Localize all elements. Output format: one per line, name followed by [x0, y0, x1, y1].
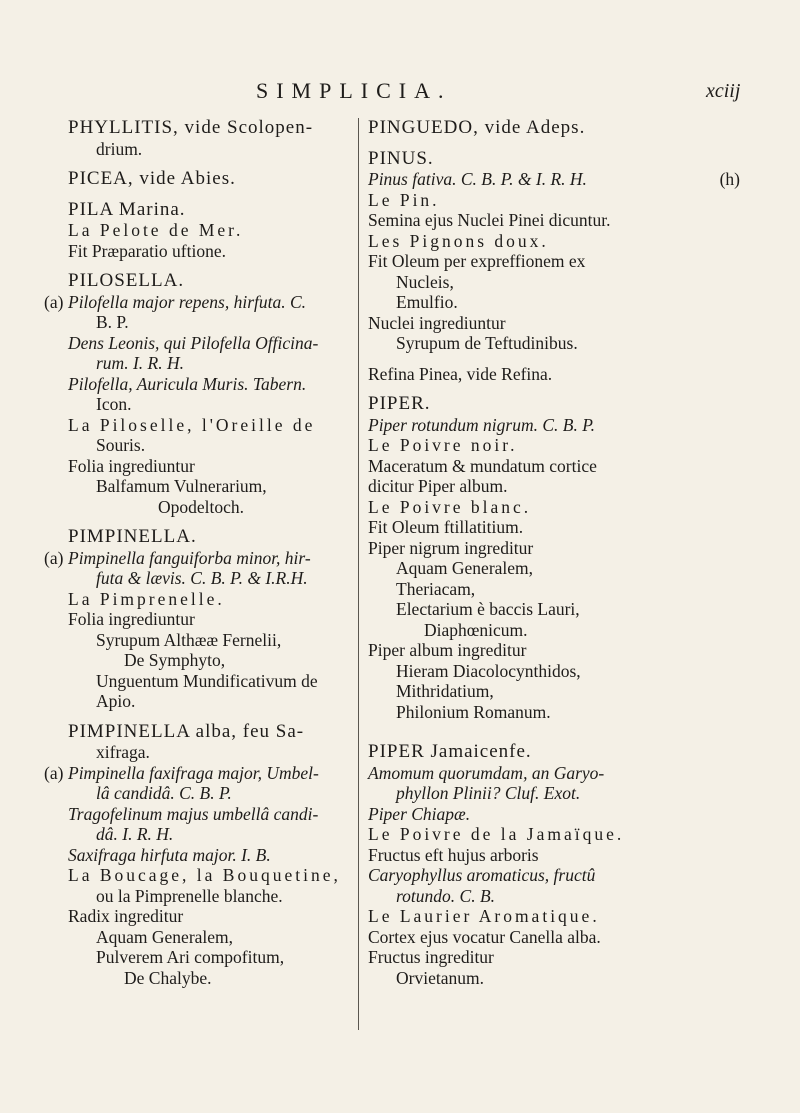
text-line [68, 241, 358, 262]
line-text: Apio. [96, 691, 136, 711]
margin-marker: (a) [44, 762, 64, 783]
line-text: Emulfio. [396, 292, 458, 312]
page-number: xciij [706, 80, 741, 102]
text-line [368, 681, 718, 702]
line-text: Le Pin. [368, 189, 440, 210]
text-line [68, 497, 358, 518]
text-line [368, 620, 718, 641]
text-line [68, 630, 358, 651]
line-text: Aquam Generalem, [96, 926, 234, 947]
line-text: Caryophyllus aromaticus, fructû [368, 865, 596, 885]
line-text: Piper Chiapæ. [368, 803, 471, 824]
line-text: Le Laurier Aromatique. [368, 906, 600, 926]
line-text: Dens Leonis, qui Pilofella Officina- [68, 332, 319, 353]
text-line [68, 589, 358, 610]
text-line [68, 968, 358, 989]
line-text: PINGUEDO, vide Adeps. [368, 117, 586, 138]
line-text: Diaphœnicum. [424, 619, 528, 640]
line-text: Orvietanum. [396, 967, 484, 988]
line-text: Piper album ingreditur [368, 640, 527, 660]
line-gap [368, 722, 718, 732]
line-text: Folia ingrediuntur [68, 455, 195, 476]
line-text: Radix ingreditur [68, 906, 184, 926]
line-text: Amomum quorumdam, an Garyo- [368, 762, 605, 783]
text-line [68, 947, 358, 968]
line-text: xifraga. [96, 742, 150, 762]
line-text: Pilofella major repens, hirfuta. C. [68, 291, 307, 312]
entry-heading [68, 169, 358, 190]
line-text: Hieram Diacolocynthidos, [396, 660, 581, 681]
column-rule [358, 118, 359, 1030]
line-text: Pimpinella faxifraga major, Umbel- [68, 762, 319, 783]
line-text: Mithridatium, [396, 681, 494, 701]
line-text: Le Poivre noir. [368, 435, 518, 455]
text-line [68, 435, 358, 456]
line-text: dâ. I. R. H. [96, 824, 174, 844]
text-line [368, 364, 718, 385]
text-line [368, 476, 718, 497]
line-text: Philonium Romanum. [396, 701, 551, 722]
line-text: Maceratum & mundatum cortice [368, 455, 597, 476]
right-column [368, 117, 740, 988]
text-line [68, 609, 358, 630]
text-line [368, 845, 718, 866]
entry-heading [68, 200, 358, 221]
text-line [368, 702, 718, 723]
line-text: Folia ingrediuntur [68, 609, 195, 629]
line-text: La Boucage, la Bouquetine, [68, 865, 341, 885]
line-text: Fit Oleum ftillatitium. [368, 517, 524, 537]
text-line [68, 374, 358, 395]
text-line [368, 906, 718, 927]
text-line [68, 312, 358, 333]
text-line [368, 538, 718, 559]
line-text: Aquam Generalem, [396, 558, 534, 578]
line-text: Syrupum Althææ Fernelii, [96, 629, 282, 650]
line-text: Souris. [96, 435, 146, 455]
text-line [368, 251, 718, 272]
line-text: De Chalybe. [124, 967, 212, 988]
line-text: PHYLLITIS, vide Scolopen- [68, 117, 314, 138]
text-line [68, 865, 358, 886]
text-line [368, 824, 718, 845]
line-text: lâ candidâ. C. B. P. [96, 783, 232, 803]
text-line [68, 333, 358, 354]
text-line [368, 292, 718, 313]
margin-marker: (a) [44, 291, 64, 312]
line-text: Semina ejus Nuclei Pinei dicuntur. [368, 210, 611, 230]
text-line [368, 272, 718, 293]
line-text: Le Poivre blanc. [368, 496, 532, 517]
text-line [68, 845, 358, 866]
text-line [368, 947, 718, 968]
text-line [68, 139, 358, 160]
line-text: ou la Pimprenelle blanche. [96, 885, 283, 906]
line-text: futa & lævis. C. B. P. & I.R.H. [96, 568, 308, 588]
line-text: PINUS. [368, 147, 434, 169]
text-line [68, 394, 358, 415]
text-line [368, 968, 718, 989]
line-text: Saxifraga hirfuta major. I. B. [68, 844, 271, 865]
entry-heading [368, 118, 718, 139]
entry-heading [68, 271, 358, 292]
entry-heading [68, 118, 358, 139]
text-line [68, 415, 358, 436]
line-text: Le Poivre de la Jamaïque. [368, 824, 625, 844]
line-text: PIMPINELLA. [68, 526, 197, 547]
line-text: Theriacam, [396, 578, 476, 599]
line-text: Fit Præparatio uftione. [68, 240, 226, 261]
line-text: La Pimprenelle. [68, 588, 225, 609]
text-line [368, 661, 718, 682]
text-line [368, 579, 718, 600]
text-line [368, 886, 718, 907]
text-line [68, 456, 358, 477]
text-line [68, 906, 358, 927]
text-line [368, 190, 718, 211]
line-text: Cortex ejus vocatur Canella alba. [368, 926, 601, 947]
line-text: Piper rotundum nigrum. C. B. P. [368, 414, 596, 435]
text-line [368, 763, 718, 784]
text-line [68, 568, 358, 589]
text-line [68, 476, 358, 497]
line-text: Unguentum Mundificativum de [96, 670, 318, 691]
line-text: Pilofella, Auricula Muris. Tabern. [68, 373, 307, 394]
line-text: Icon. [96, 394, 132, 414]
text-line [368, 435, 718, 456]
text-line [68, 353, 358, 374]
text-line [368, 804, 718, 825]
text-line [44, 547, 358, 569]
line-text: Pimpinella fanguiforba minor, hir- [68, 547, 311, 568]
line-text: drium. [96, 138, 143, 159]
line-text: PILA Marina. [68, 198, 186, 220]
text-line [68, 650, 358, 671]
text-line [68, 927, 358, 948]
text-line [368, 599, 718, 620]
entry-heading [68, 527, 358, 548]
text-line [68, 783, 358, 804]
line-text: dicitur Piper album. [368, 476, 508, 496]
line-text: Fructus ingreditur [368, 947, 494, 967]
text-line [368, 333, 718, 354]
left-column [44, 117, 358, 988]
page-header [0, 78, 800, 108]
line-text: phyllon Plinii? Cluf. Exot. [396, 783, 581, 803]
line-text: De Symphyto, [124, 650, 226, 670]
line-text: Nucleis, [396, 271, 454, 292]
line-text: Les Pignons doux. [368, 230, 549, 251]
margin-marker: (h) [719, 169, 740, 189]
margin-marker: (a) [44, 547, 64, 568]
line-text: Opodeltoch. [158, 496, 245, 517]
line-text: La Pelote de Mer. [68, 220, 244, 240]
text-line [368, 927, 718, 948]
entry-heading [368, 394, 718, 415]
text-line [68, 886, 358, 907]
line-text: Balfamum Vulnerarium, [96, 476, 267, 496]
text-line [68, 691, 358, 712]
text-line [368, 865, 718, 886]
text-line [68, 671, 358, 692]
line-gap [368, 354, 718, 364]
running-title: SIMPLICIA. [256, 78, 452, 103]
line-text: PIPER. [368, 393, 431, 414]
line-text: Fructus eft hujus arboris [368, 844, 539, 865]
text-line [368, 169, 740, 190]
line-text: Syrupum de Teftudinibus. [396, 333, 578, 353]
line-text: PICEA, vide Abies. [68, 168, 236, 189]
text-line [368, 640, 718, 661]
line-text: Piper nigrum ingreditur [368, 537, 534, 558]
text-line [68, 824, 358, 845]
text-line [68, 804, 358, 825]
text-line [368, 231, 718, 252]
text-line [44, 291, 358, 313]
line-text: PIMPINELLA alba, feu Sa- [68, 720, 305, 742]
line-text: rotundo. C. B. [396, 885, 496, 906]
text-line [368, 517, 718, 538]
text-line [368, 497, 718, 518]
line-text: Nuclei ingrediuntur [368, 312, 506, 333]
entry-heading [68, 722, 358, 743]
line-text: PIPER Jamaicenfe. [368, 741, 532, 762]
text-line [68, 742, 358, 763]
line-text: rum. I. R. H. [96, 353, 184, 373]
line-text: PILOSELLA. [68, 270, 185, 291]
text-line [368, 456, 718, 477]
text-line [368, 313, 718, 334]
line-text: Pinus fativa. C. B. P. & I. R. H. [368, 169, 587, 189]
entry-heading [368, 149, 718, 170]
line-text: B. P. [96, 312, 129, 332]
text-line [68, 220, 358, 241]
text-line [44, 762, 358, 784]
line-text: La Piloselle, l'Oreille de [68, 414, 316, 435]
line-text: Electarium è baccis Lauri, [396, 599, 580, 619]
text-line [368, 558, 718, 579]
line-text: Tragofelinum majus umbellâ candi- [68, 803, 319, 824]
line-text: Refina Pinea, vide Refina. [368, 363, 553, 384]
text-line [368, 783, 718, 804]
entry-heading [368, 742, 718, 763]
line-text: Fit Oleum per expreffionem ex [368, 251, 586, 271]
text-line [368, 415, 718, 436]
line-text: Pulverem Ari compofitum, [96, 947, 285, 967]
text-line [368, 210, 718, 231]
